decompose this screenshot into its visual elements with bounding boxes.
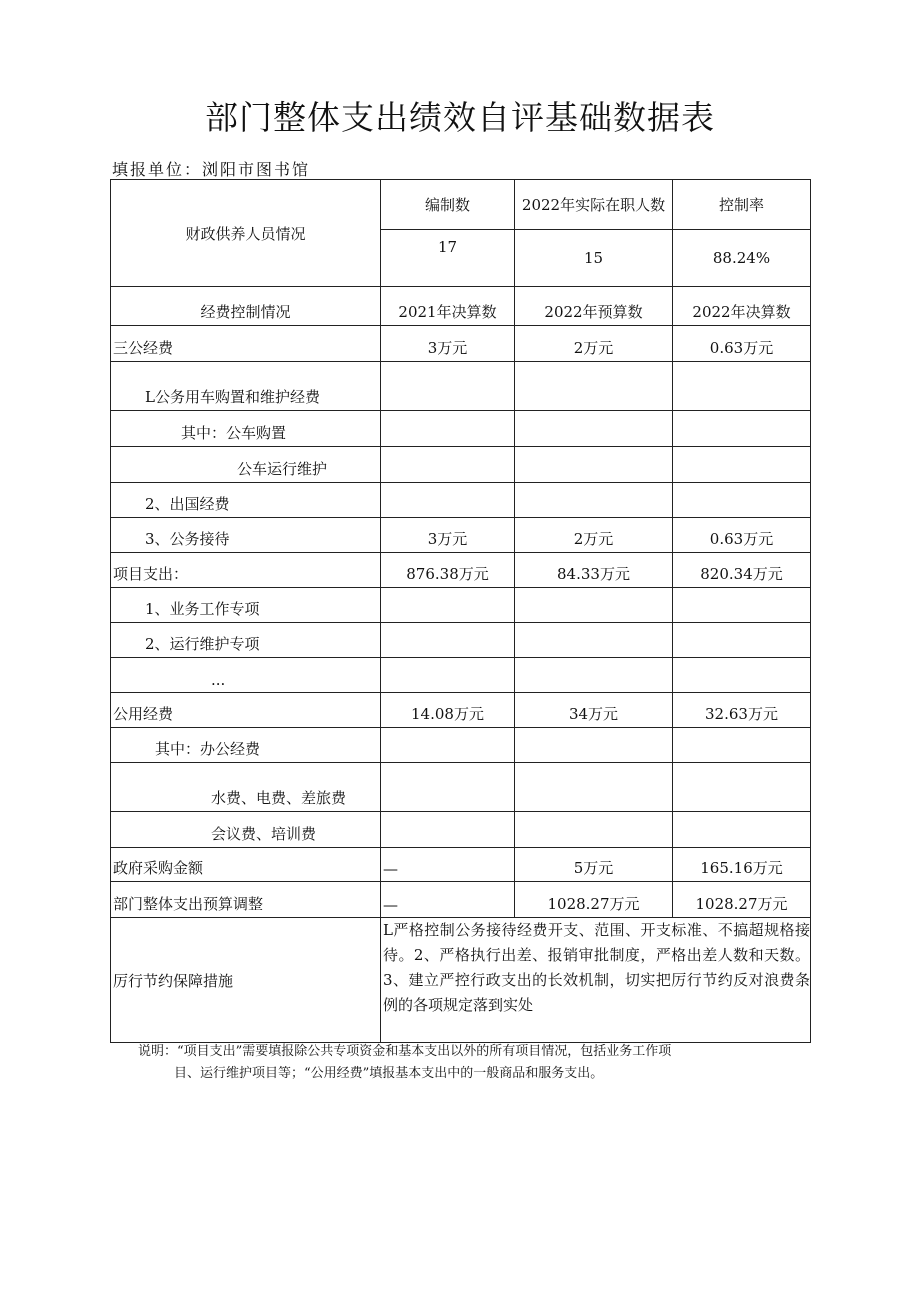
row-value-2022-final <box>673 447 811 483</box>
row-value-2022-final: 820.34万元 <box>673 553 811 588</box>
table-row <box>111 411 811 447</box>
table-row <box>111 693 811 728</box>
row-value-2022-budget <box>515 728 673 763</box>
measures-text: L严格控制公务接待经费开支、范围、开支标准、不搞超规格接待。2、严格执行出差、报销审批制度，严格出差人数和天数。3、建立严控行政支出的长效机制，切实把厉行节约反对浪费条例的各项规定落到实处 <box>381 918 811 1043</box>
row-label: 2、出国经费 <box>111 483 381 518</box>
row-value-2022-budget <box>515 411 673 447</box>
measures-label: 厉行节约保障措施 <box>111 918 381 1043</box>
row-label: 政府采购金额 <box>111 848 381 882</box>
footnote-line-2: 目、运行维护项目等；“公用经费”填报基本支出中的一般商品和服务支出。 <box>174 1066 604 1081</box>
row-label: 1、业务工作专项 <box>111 588 381 623</box>
row-label: 项目支出： <box>111 553 381 588</box>
row-value-2021: 876.38万元 <box>381 553 515 588</box>
row-value-2021 <box>381 588 515 623</box>
row-value-2022-budget: 1028.27万元 <box>515 882 673 918</box>
table-row <box>111 362 811 411</box>
row-value-2021: 3万元 <box>381 518 515 553</box>
row-label: L公务用车购置和维护经费 <box>111 362 381 411</box>
staff-value-rate: 88.24% <box>673 230 811 287</box>
row-value-2022-final <box>673 812 811 848</box>
table-row <box>111 658 811 693</box>
staff-value-quota: 17 <box>381 230 515 287</box>
funds-label: 经费控制情况 <box>111 287 381 326</box>
row-value-2022-budget <box>515 812 673 848</box>
row-value-2021 <box>381 728 515 763</box>
row-value-2022-final: 0.63万元 <box>673 518 811 553</box>
row-value-2022-final <box>673 623 811 658</box>
staff-label: 财政供养人员情况 <box>111 180 381 287</box>
row-value-2022-final <box>673 362 811 411</box>
table-row <box>111 763 811 812</box>
funds-header-2022-final: 2022年决算数 <box>673 287 811 326</box>
row-value-2022-budget: 2万元 <box>515 518 673 553</box>
row-value-2021 <box>381 623 515 658</box>
data-table <box>110 179 811 1043</box>
table-row <box>111 326 811 362</box>
row-value-2021: 3万元 <box>381 326 515 362</box>
row-label: ... <box>111 658 381 693</box>
row-label: 3、公务接待 <box>111 518 381 553</box>
staff-header-quota: 编制数 <box>381 180 515 230</box>
row-label: 其中：公车购置 <box>111 411 381 447</box>
staff-value-actual: 15 <box>515 230 673 287</box>
row-value-2022-budget <box>515 588 673 623</box>
row-value-2021: 14.08万元 <box>381 693 515 728</box>
row-value-2022-final <box>673 483 811 518</box>
row-label: 其中：办公经费 <box>111 728 381 763</box>
row-value-2022-final: 32.63万元 <box>673 693 811 728</box>
staff-header-actual: 2022年实际在职人数 <box>515 180 673 230</box>
reporting-unit: 填报单位：浏阳市图书馆 <box>112 160 311 179</box>
table-row <box>111 848 811 882</box>
row-value-2022-budget <box>515 447 673 483</box>
row-label: 水费、电费、差旅费 <box>111 763 381 812</box>
row-value-2022-budget <box>515 483 673 518</box>
row-value-2022-budget: 34万元 <box>515 693 673 728</box>
table-row <box>111 518 811 553</box>
table-row <box>111 588 811 623</box>
row-value-2021 <box>381 362 515 411</box>
row-value-2022-final <box>673 411 811 447</box>
row-label: 部门整体支出预算调整 <box>111 882 381 918</box>
row-value-2022-budget <box>515 763 673 812</box>
row-value-2022-final: 0.63万元 <box>673 326 811 362</box>
row-value-2022-budget: 2万元 <box>515 326 673 362</box>
row-value-2021: — <box>381 882 515 918</box>
row-value-2022-final <box>673 658 811 693</box>
row-label: 2、运行维护专项 <box>111 623 381 658</box>
funds-header-2021: 2021年决算数 <box>381 287 515 326</box>
table-row <box>111 728 811 763</box>
table-row <box>111 812 811 848</box>
row-label: 公用经费 <box>111 693 381 728</box>
row-value-2021 <box>381 763 515 812</box>
table-row <box>111 483 811 518</box>
footnote-line-1: 说明：“项目支出”需要填报除公共专项资金和基本支出以外的所有项目情况，包括业务工作项 <box>138 1044 672 1059</box>
row-label: 会议费、培训费 <box>111 812 381 848</box>
row-value-2021 <box>381 411 515 447</box>
row-value-2022-final <box>673 763 811 812</box>
row-value-2022-final <box>673 588 811 623</box>
table-row <box>111 882 811 918</box>
row-value-2022-final <box>673 728 811 763</box>
row-value-2022-budget <box>515 362 673 411</box>
row-value-2022-budget: 5万元 <box>515 848 673 882</box>
page-title: 部门整体支出绩效自评基础数据表 <box>205 98 715 137</box>
row-value-2021 <box>381 447 515 483</box>
footnote <box>138 1041 798 1085</box>
table-row <box>111 447 811 483</box>
table-row <box>111 623 811 658</box>
row-value-2021 <box>381 483 515 518</box>
funds-header-2022-budget: 2022年预算数 <box>515 287 673 326</box>
row-value-2021 <box>381 812 515 848</box>
row-value-2022-final: 165.16万元 <box>673 848 811 882</box>
row-label: 三公经费 <box>111 326 381 362</box>
row-value-2021: — <box>381 848 515 882</box>
staff-header-rate: 控制率 <box>673 180 811 230</box>
row-value-2022-budget <box>515 658 673 693</box>
row-value-2021 <box>381 658 515 693</box>
row-value-2022-budget <box>515 623 673 658</box>
row-value-2022-budget: 84.33万元 <box>515 553 673 588</box>
table-row <box>111 553 811 588</box>
row-label: 公车运行维护 <box>111 447 381 483</box>
row-value-2022-final: 1028.27万元 <box>673 882 811 918</box>
